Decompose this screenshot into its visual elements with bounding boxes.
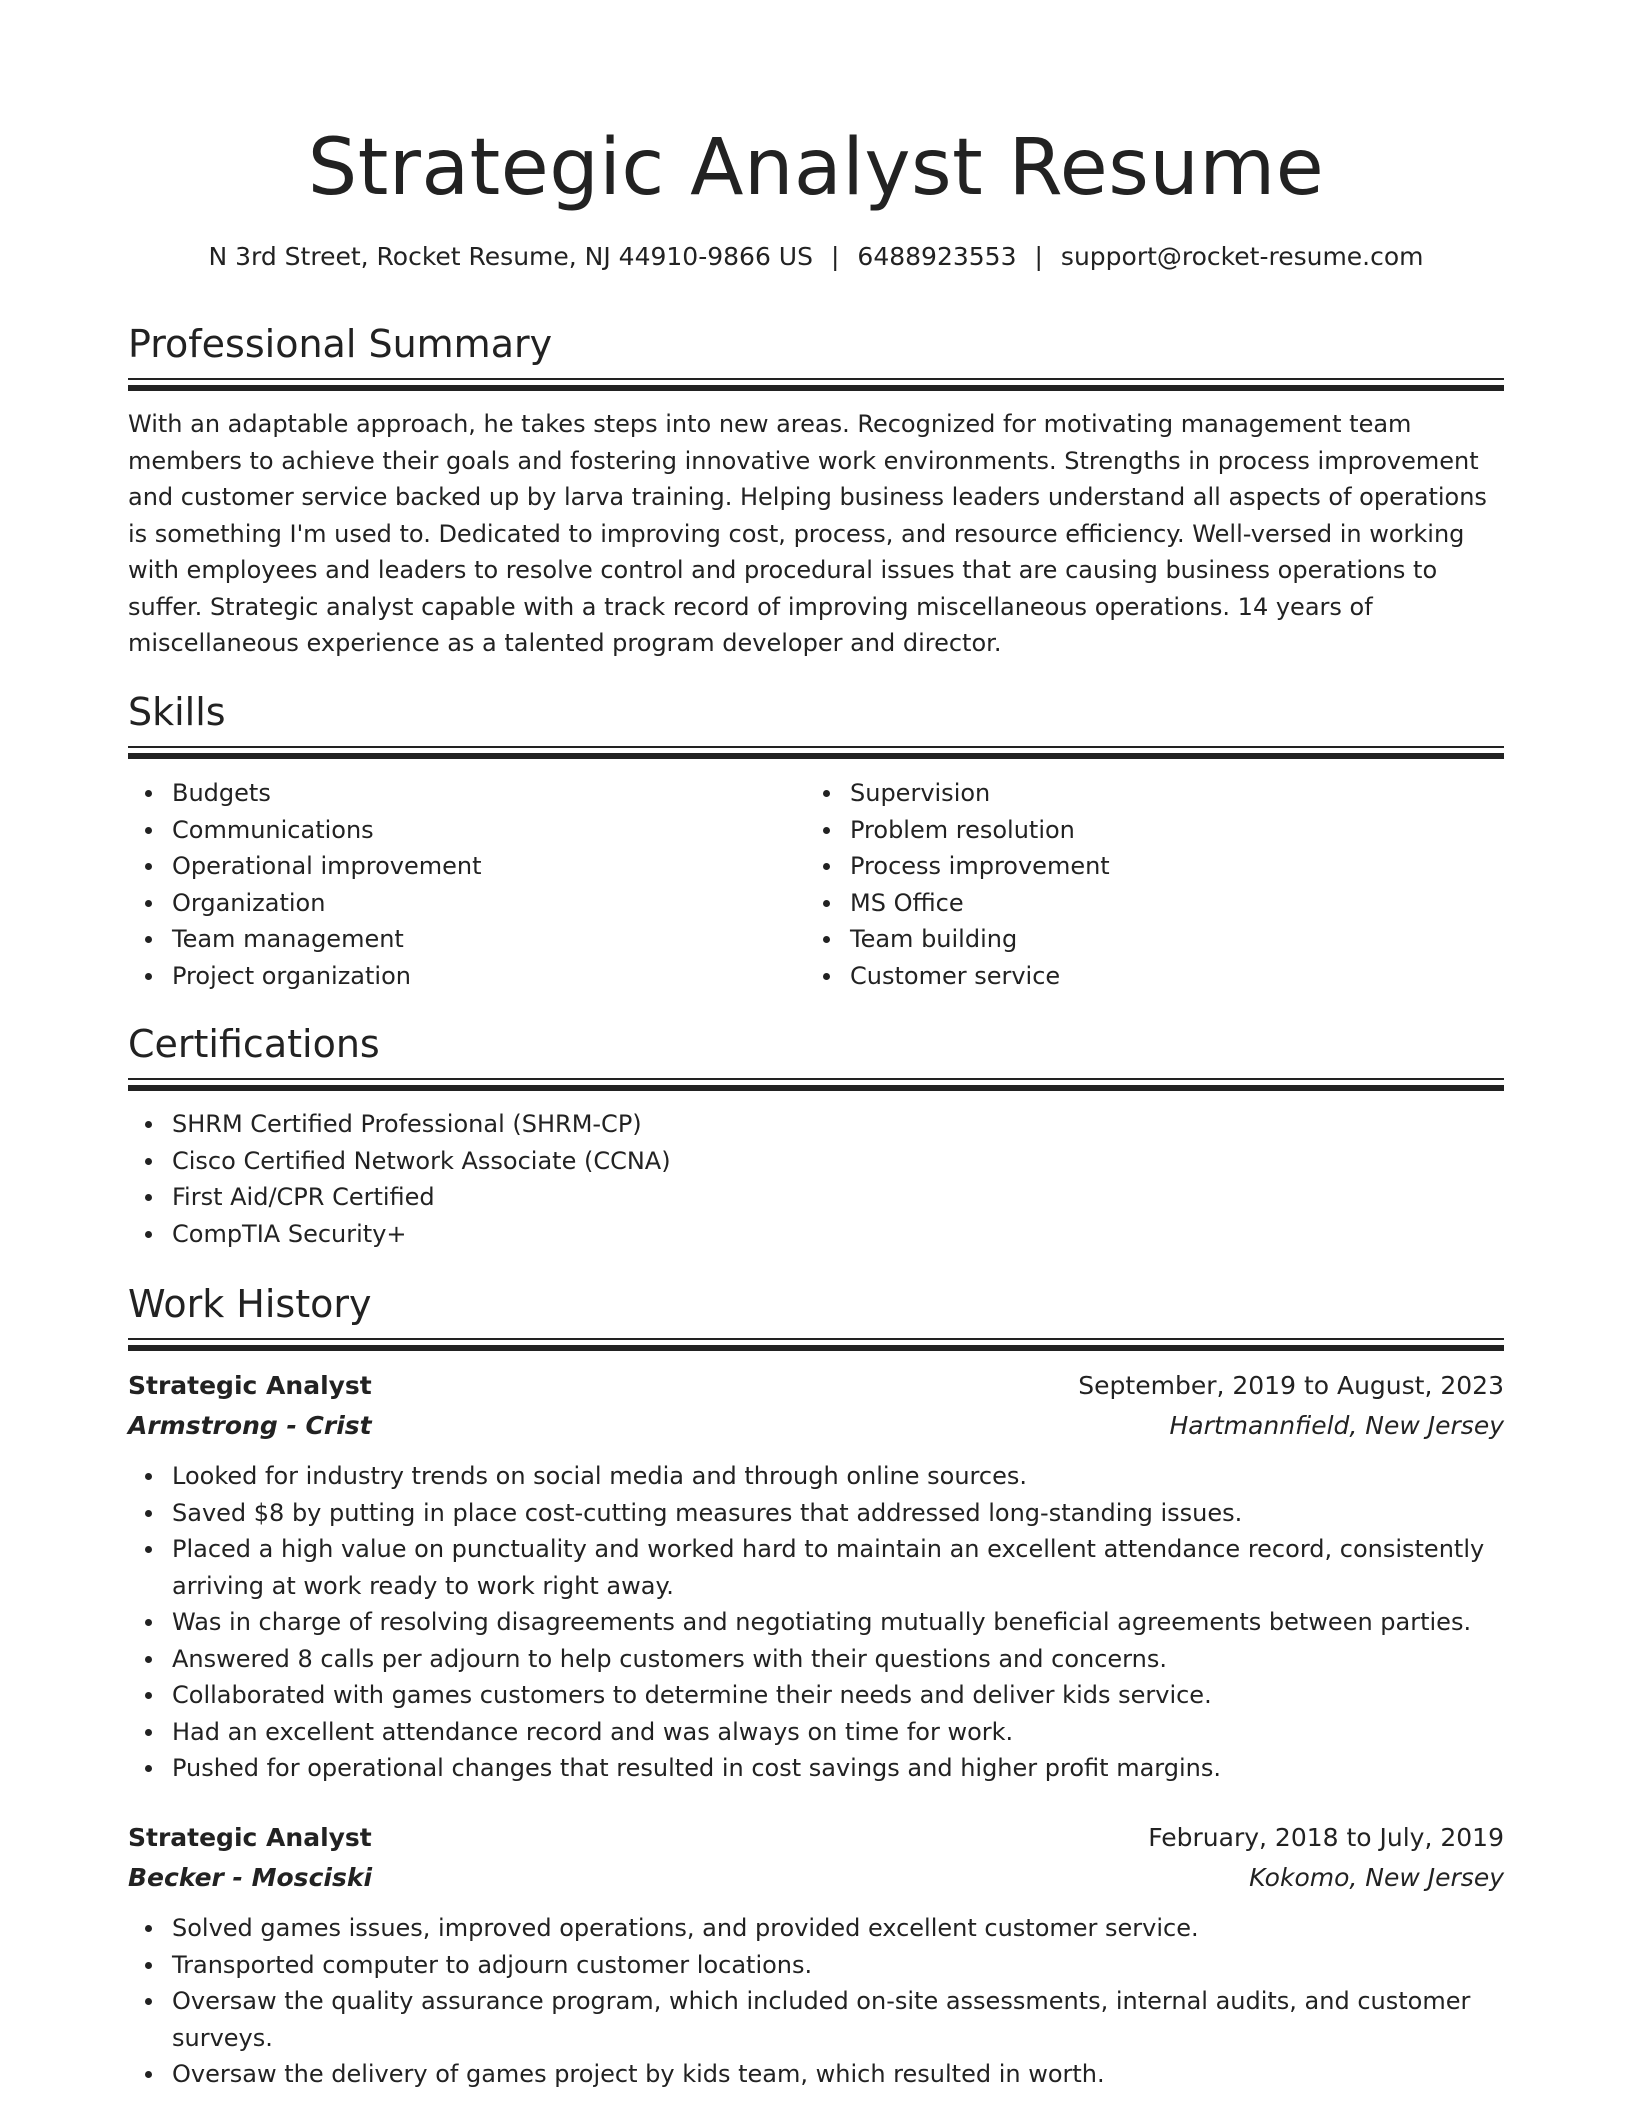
job-header-row [128, 1366, 1504, 1406]
skill-item: Team building [806, 921, 1456, 958]
skill-item: Process improvement [806, 848, 1456, 885]
job-duty-item: Transported computer to adjourn customer locations. [128, 1947, 1504, 1984]
job-company-row [128, 1406, 1504, 1446]
certifications-divider [128, 1078, 1504, 1087]
certifications-heading: Certifications [128, 1022, 380, 1066]
skill-item: Team management [128, 921, 778, 958]
skills-list-right [806, 775, 1456, 994]
certification-item: Cisco Certified Network Associate (CCNA) [128, 1143, 1504, 1180]
job-duty-item: Collaborated with games customers to determine their needs and deliver kids service. [128, 1677, 1504, 1714]
skill-item: Organization [128, 885, 778, 922]
job-location: Kokomo, New Jersey [1249, 1863, 1504, 1892]
job-company-row [128, 1858, 1504, 1898]
contact-line [128, 240, 1504, 274]
job-duty-item: Oversaw the quality assurance program, which included on-site assessments, internal audits, and customer surveys. [128, 1983, 1504, 2056]
job-title: Strategic Analyst [128, 1823, 372, 1852]
contact-phone[interactable]: 6488923553 [857, 242, 1017, 271]
contact-email[interactable]: support@rocket-resume.com [1060, 242, 1424, 271]
skills-heading: Skills [128, 690, 226, 734]
skill-item: MS Office [806, 885, 1456, 922]
contact-separator: | [1034, 242, 1043, 271]
job-dates: September, 2019 to August, 2023 [1078, 1371, 1504, 1400]
job-duties-list [128, 1458, 1504, 1787]
skill-item: Customer service [806, 958, 1456, 995]
skill-item: Project organization [128, 958, 778, 995]
skills-divider [128, 746, 1504, 755]
job-entry [128, 1366, 1504, 1787]
job-entry [128, 1818, 1504, 2093]
contact-separator: | [830, 242, 840, 271]
contact-address: N 3rd Street, Rocket Resume, NJ 44910-9866 US [208, 242, 813, 271]
job-duty-item: Placed a high value on punctuality and worked hard to maintain an excellent attendance record, consistently arriving at work ready to work right away. [128, 1531, 1504, 1604]
certification-item: CompTIA Security+ [128, 1216, 1504, 1253]
job-title: Strategic Analyst [128, 1371, 372, 1400]
job-duty-item: Looked for industry trends on social media and through online sources. [128, 1458, 1504, 1495]
skill-item: Operational improvement [128, 848, 778, 885]
job-duty-item: Saved $8 by putting in place cost-cutting measures that addressed long-standing issues. [128, 1495, 1504, 1532]
skills-list-left [128, 775, 778, 994]
skill-item: Problem resolution [806, 812, 1456, 849]
skill-item: Budgets [128, 775, 778, 812]
skill-item: Supervision [806, 775, 1456, 812]
certification-item: SHRM Certified Professional (SHRM-CP) [128, 1106, 1504, 1143]
job-header-row [128, 1818, 1504, 1858]
summary-text: With an adaptable approach, he takes steps into new areas. Recognized for motivating management team members to achieve their goals and fostering innovative work environments. Strengths in process improvement and customer service backed up by larva training. Helping business leaders understand all aspects of operations is something I'm used to. Dedicated to improving cost, process, and resource efficiency. Well-versed in working with employees and leaders to resolve control and procedural issues that are causing business operations to suffer. Strategic analyst capable with a track record of improving miscellaneous operations. 14 years of miscellaneous experience as a talented program developer and director. [128, 410, 1487, 657]
job-duty-item: Answered 8 calls per adjourn to help customers with their questions and concerns. [128, 1641, 1504, 1678]
work-history-divider [128, 1338, 1504, 1347]
certifications-list [128, 1106, 1504, 1252]
job-duty-item: Pushed for operational changes that resulted in cost savings and higher profit margins. [128, 1750, 1504, 1787]
certification-item: First Aid/CPR Certified [128, 1179, 1504, 1216]
summary-divider [128, 378, 1504, 387]
job-location: Hartmannfield, New Jersey [1169, 1411, 1504, 1440]
job-duty-item: Oversaw the delivery of games project by kids team, which resulted in worth. [128, 2056, 1504, 2093]
job-company: Becker - Mosciski [128, 1863, 373, 1892]
job-company: Armstrong - Crist [128, 1411, 372, 1440]
job-duties-list [128, 1910, 1504, 2093]
resume-title: Strategic Analyst Resume [307, 123, 1325, 213]
job-dates: February, 2018 to July, 2019 [1148, 1823, 1504, 1852]
summary-heading: Professional Summary [128, 322, 553, 366]
job-duty-item: Solved games issues, improved operations, and provided excellent customer service. [128, 1910, 1504, 1947]
work-history-heading: Work History [128, 1282, 372, 1326]
job-duty-item: Had an excellent attendance record and was always on time for work. [128, 1714, 1504, 1751]
job-duty-item: Was in charge of resolving disagreements and negotiating mutually beneficial agreements between parties. [128, 1604, 1504, 1641]
skill-item: Communications [128, 812, 778, 849]
